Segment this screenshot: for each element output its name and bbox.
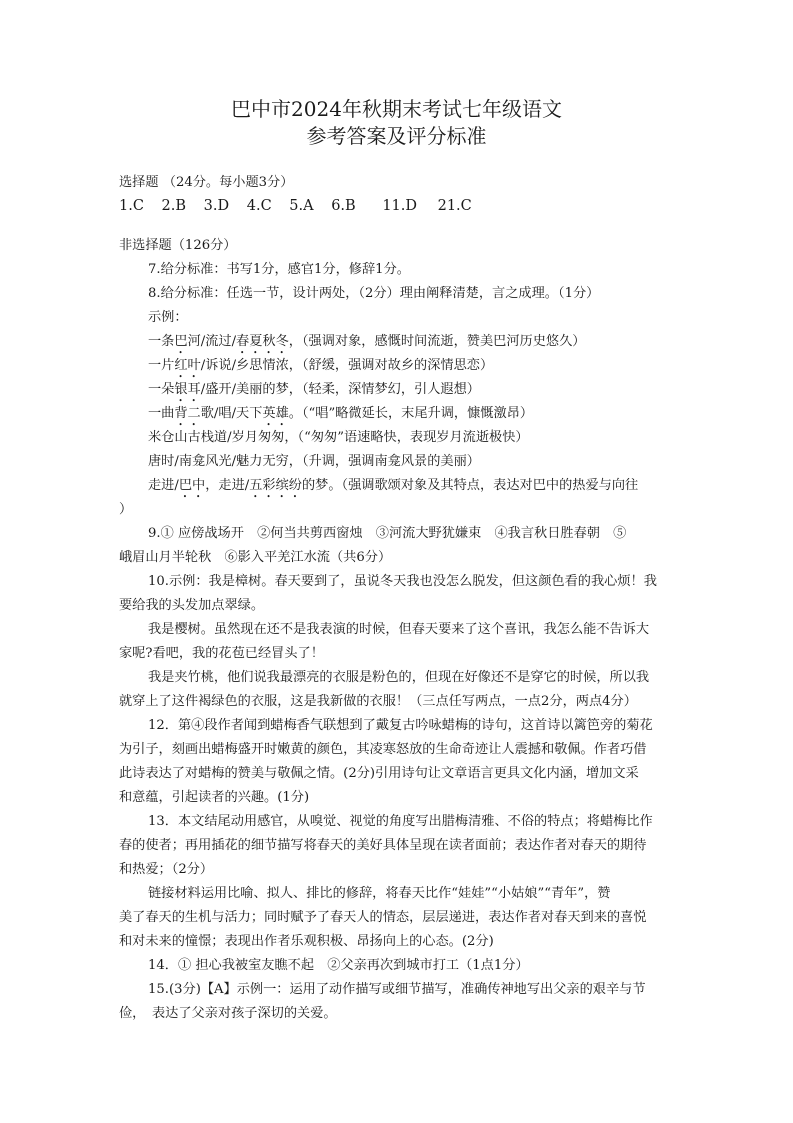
q8-example-note: （轻柔，深情梦幻，引人遐想） <box>301 382 480 397</box>
mc-answer: 1.C <box>119 198 144 214</box>
q8-example-verse: 一片红叶/诉说/乡思情浓， <box>148 358 302 373</box>
page-title-line1: 巴中市2024年秋期末考试七年级语文 <box>231 97 562 121</box>
q8-example <box>148 477 638 501</box>
q12-line1: 12．第④段作者闻到蜡梅香气联想到了戴复古吟咏蜡梅的诗句，这首诗以篱笆旁的菊花 <box>148 718 653 733</box>
q8-example-note: （“匆匆”语速略快，表现岁月流逝极快） <box>297 430 529 445</box>
q8-example <box>148 429 529 447</box>
q9-line2: 峨眉山月半轮秋 ⑥影入平羌江水流（共6分） <box>119 550 392 565</box>
mc-answer: 5.A <box>289 198 314 214</box>
mc-answer: 21.C <box>437 198 472 214</box>
q10-line1: 10.示例：我是樟树。春天要到了，虽说冬天我也没怎么脱发，但这颜色看的我心烦！我 <box>148 574 657 589</box>
q10-line4: 家呢?看吧，我的花苞已经冒头了！ <box>119 646 324 661</box>
q8-example-verse: 一曲背二歌/唱/天下英雄。 <box>148 406 302 421</box>
q13-line4: 链接材料运用比喻、拟人、排比的修辞，将春天比作“娃娃”“小姑娘”“青年”，赞 <box>148 886 611 901</box>
mc-answer: 4.C <box>246 198 272 214</box>
q9-line1: 9.① 应傍战场开 ②何当共剪西窗烛 ③河流大野犹嫌束 ④我言秋日胜春朝 ⑤ <box>148 526 627 541</box>
q13-line2: 春的使者；再用插花的细节描写将春天的美好具体呈现在读者面前；表达作者对春天的期待 <box>119 838 647 853</box>
q8-example-note: （升调，强调南龛风景的美丽） <box>301 454 480 469</box>
page-title-line2: 参考答案及评分标准 <box>306 124 487 148</box>
q8-example-note: （强调对象，感慨时间流逝，赞美巴河历史悠久） <box>301 334 586 349</box>
q10-line6: 就穿上了这件褐绿色的衣服，这是我新做的衣服！（三点任写两点，一点2分，两点4分） <box>119 694 637 709</box>
q8-example <box>148 333 585 357</box>
q8-example-verse: 唐时/南龛风光/魅力无穷， <box>148 454 302 469</box>
mc-heading <box>119 174 293 192</box>
q8-example-verse: 一朵银耳/盛开/美丽的梦， <box>148 382 302 397</box>
q13-line6: 和对未来的憧憬；表现出作者乐观积极、昂扬向上的心态。(2分) <box>119 934 494 949</box>
q8-standard: 8.给分标准：任选一节，设计两处，（2分）理由阐释清楚，言之成理。（1分） <box>148 286 600 301</box>
q8-example-verse: 走进/巴中，走进/五彩缤纷的梦。 <box>148 478 342 493</box>
q8-example-end: ） <box>119 502 133 517</box>
q8-example <box>148 405 533 429</box>
q12-line3: 此诗表达了对蜡梅的赞美与敬佩之情。(2分)引用诗句让文章语言更具文化内涵，增加文采 <box>119 766 639 781</box>
q8-example-label: 示例： <box>148 310 188 325</box>
q12-line2: 为引子，刻画出蜡梅盛开时嫩黄的颜色，其凌寒怒放的生命奇迹让人震撼和敬佩。作者巧借 <box>119 742 647 757</box>
mc-answer: 2.B <box>161 198 187 214</box>
q13-line3: 和热爱；（2分） <box>119 862 214 877</box>
mc-heading-text: 选择题 （24分。每小题3分） <box>119 175 294 190</box>
q13-line1: 13．本文结尾动用感官，从嗅觉、视觉的角度写出腊梅清雅、不俗的特点；将蜡梅比作 <box>148 814 653 829</box>
q8-example-note: （“唱”略微延长，末尾升调，慷慨激昂） <box>301 406 534 421</box>
q14-text: 14．① 担心我被室友瞧不起 ②父亲再次到城市打工（1点1分） <box>148 958 529 973</box>
mc-answer: 6.B <box>331 198 356 214</box>
q8-example-note: （舒缓，强调对故乡的深情思恋） <box>301 358 494 373</box>
mc-answers <box>119 198 485 214</box>
q8-example <box>148 381 480 405</box>
q8-example-note: （强调歌颂对象及其特点，表达对巴中的热爱与向往 <box>341 478 639 493</box>
q8-example <box>148 453 480 471</box>
q15-line1: 15.(3分)【A】示例一：运用了动作描写或细节描写，准确传神地写出父亲的艰辛与节 <box>148 982 646 997</box>
q15-line2: 俭， 表达了父亲对孩子深切的关爱。 <box>119 1006 337 1021</box>
q8-example-verse: 一条巴河/流过/春夏秋冬， <box>148 334 302 349</box>
q10-line2: 要给我的头发加点翠绿。 <box>119 598 265 613</box>
q8-example-verse: 米仓山古栈道/岁月匆匆， <box>148 430 298 445</box>
q7-text: 7.给分标准：书写1分，感官1分，修辞1分。 <box>148 262 410 277</box>
q10-line3: 我是樱树。虽然现在还不是我表演的时候，但春天要来了这个喜讯，我怎么能不告诉大 <box>148 622 650 637</box>
q13-line5: 美了春天的生机与活力；同时赋予了春天人的情态，层层递进，表达作者对春天到来的喜悦 <box>119 910 647 925</box>
q12-line4: 和意蕴，引起读者的兴趣。(1分) <box>119 790 310 805</box>
nonmc-heading: 非选择题（126分） <box>119 238 237 253</box>
mc-answer: 3.D <box>203 198 230 214</box>
q8-example <box>148 357 493 381</box>
q10-line5: 我是夹竹桃，他们说我最漂亮的衣服是粉色的，但现在好像还不是穿它的时候，所以我 <box>148 670 650 685</box>
mc-answer: 11.D <box>382 198 417 214</box>
